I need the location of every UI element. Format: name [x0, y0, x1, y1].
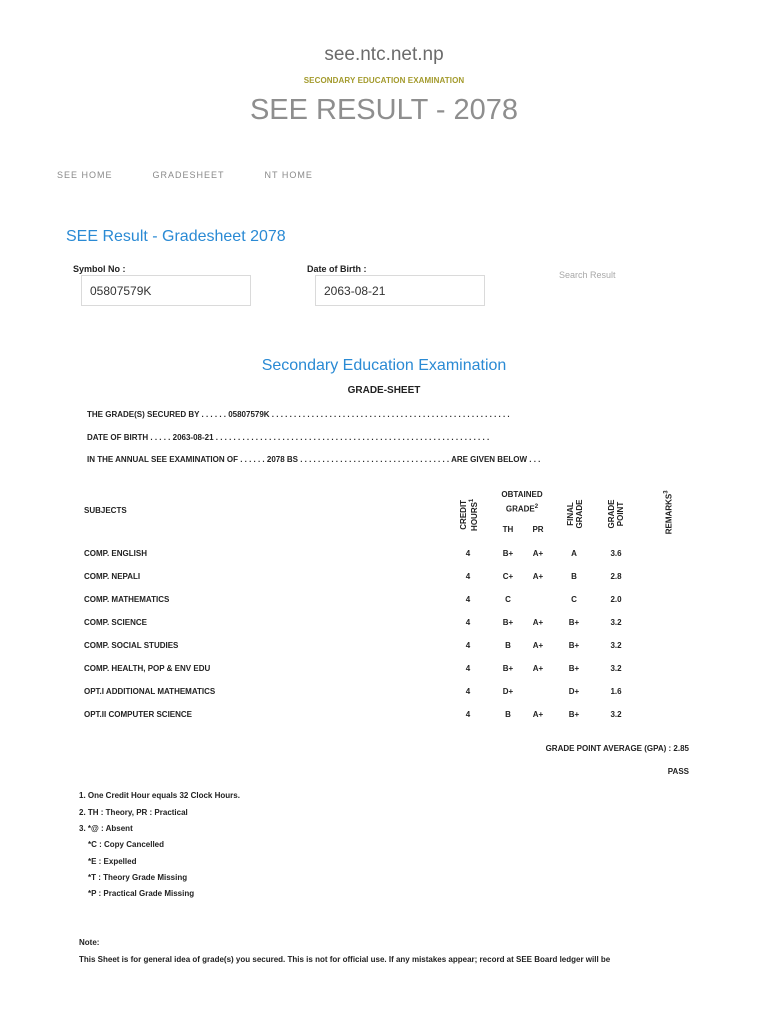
note-text: This Sheet is for general idea of grade(s) you secured. This is not for official use. If any mistakes appear; record at SEE Board ledger will be: [79, 955, 611, 964]
th-grade-cell: C: [505, 595, 511, 604]
header-credit-line1: CREDIT: [459, 499, 469, 530]
page-title: SEE RESULT - 2078: [249, 94, 519, 126]
header-credit-hours: [459, 495, 479, 535]
final-grade-cell: B+: [568, 618, 580, 627]
table-row: [0, 641, 768, 653]
table-row: [0, 687, 768, 699]
final-grade-cell: D+: [568, 687, 580, 696]
sheet-subtitle: GRADE-SHEET: [347, 385, 421, 396]
symbol-label: Symbol No :: [73, 264, 126, 274]
th-grade-cell: B+: [502, 664, 514, 673]
header-gp-line2: POINT: [616, 501, 625, 527]
header-subjects: SUBJECTS: [84, 506, 127, 515]
credit-cell: 4: [465, 664, 471, 673]
th-grade-cell: B: [505, 641, 511, 650]
subject-cell: COMP. MATHEMATICS: [84, 595, 170, 604]
pr-grade-cell: A+: [532, 710, 544, 719]
th-grade-cell: B: [505, 710, 511, 719]
subject-cell: COMP. HEALTH, POP & ENV EDU: [84, 664, 211, 673]
subject-cell: OPT.I ADDITIONAL MATHEMATICS: [84, 687, 216, 696]
grade-point-cell: 2.0: [610, 595, 622, 604]
final-grade-cell: B+: [568, 664, 580, 673]
grade-point-cell: 3.2: [610, 710, 622, 719]
th-grade-cell: B+: [502, 549, 514, 558]
pr-grade-cell: A+: [532, 664, 544, 673]
footnote-absent: 3. *@ : Absent: [79, 824, 133, 833]
table-row: [0, 572, 768, 584]
grade-point-cell: 3.2: [610, 618, 622, 627]
dob-line: DATE OF BIRTH . . . . . 2063-08-21 . . . . . . . . . . . . . . . . . . . . . . . . . . . . . . . . . . . . . . . . . . . . . . . . . . . . . . . . . . . . . .: [87, 433, 490, 442]
th-grade-cell: C+: [502, 572, 514, 581]
nav-gradesheet[interactable]: GRADESHEET: [152, 170, 225, 180]
grade-point-cell: 3.2: [610, 664, 622, 673]
form-title: SEE Result - Gradesheet 2078: [66, 228, 286, 245]
credit-cell: 4: [465, 572, 471, 581]
header-final-line2: GRADE: [575, 499, 584, 529]
table-row: [0, 618, 768, 630]
gpa-summary: GRADE POINT AVERAGE (GPA) : 2.85: [545, 744, 689, 753]
header-final-grade: [566, 494, 584, 534]
final-grade-cell: B+: [568, 641, 580, 650]
header-credit-sup: 1: [469, 498, 476, 503]
subject-cell: COMP. NEPALI: [84, 572, 141, 581]
header-credit-word: HOURS: [469, 502, 479, 531]
subject-cell: COMP. ENGLISH: [84, 549, 147, 558]
grade-point-cell: 3.6: [610, 549, 622, 558]
grade-point-cell: 2.8: [610, 572, 622, 581]
header-obtained-line2: [490, 501, 554, 516]
nav-nt-home[interactable]: NT HOME: [264, 170, 313, 180]
subject-cell: OPT.II COMPUTER SCIENCE: [84, 710, 193, 719]
result-status: PASS: [667, 767, 689, 776]
header-pr: PR: [532, 525, 544, 534]
footnote-credit: 1. One Credit Hour equals 32 Clock Hours.: [79, 791, 240, 800]
site-domain: see.ntc.net.np: [324, 44, 444, 65]
grade-point-cell: 1.6: [610, 687, 622, 696]
final-grade-cell: B+: [568, 710, 580, 719]
credit-cell: 4: [465, 687, 471, 696]
header-gp-line1: GRADE: [607, 499, 616, 529]
credit-cell: 4: [465, 595, 471, 604]
final-grade-cell: C: [571, 595, 577, 604]
secured-by-line: THE GRADE(S) SECURED BY . . . . . . 05807579K . . . . . . . . . . . . . . . . . . . . . . . . . . . . . . . . . . . . . . . . . . . . . . . . . . . . . .: [87, 410, 510, 419]
pr-grade-cell: A+: [532, 618, 544, 627]
search-result-button[interactable]: Search Result: [559, 270, 616, 280]
dob-label: Date of Birth :: [307, 264, 367, 274]
dob-input[interactable]: [315, 275, 485, 306]
table-row: [0, 549, 768, 561]
pr-grade-cell: A+: [532, 641, 544, 650]
footnote-practical-missing: *P : Practical Grade Missing: [88, 889, 195, 898]
credit-cell: 4: [465, 641, 471, 650]
sheet-title: Secondary Education Examination: [261, 357, 507, 374]
top-nav: [57, 170, 313, 180]
subject-cell: COMP. SOCIAL STUDIES: [84, 641, 179, 650]
header-credit-line2: [468, 495, 479, 535]
header-th: TH: [502, 525, 514, 534]
credit-cell: 4: [465, 549, 471, 558]
header-remarks-word: REMARKS: [664, 493, 674, 535]
footnote-copy-cancelled: *C : Copy Cancelled: [88, 840, 165, 849]
header-obtained-sup: 2: [534, 504, 539, 510]
credit-cell: 4: [465, 618, 471, 627]
footnote-th-pr: 2. TH : Theory, PR : Practical: [79, 808, 188, 817]
table-row: [0, 710, 768, 722]
note-title: Note:: [79, 938, 100, 947]
header-obtained-line1: OBTAINED: [501, 490, 543, 499]
table-row: [0, 595, 768, 607]
footnote-expelled: *E : Expelled: [88, 857, 137, 866]
th-grade-cell: D+: [502, 687, 514, 696]
nav-see-home[interactable]: SEE HOME: [57, 170, 113, 180]
symbol-input[interactable]: [81, 275, 251, 306]
site-tagline: SECONDARY EDUCATION EXAMINATION: [303, 76, 465, 85]
header-remarks-sup: 3: [663, 490, 670, 494]
grade-point-cell: 3.2: [610, 641, 622, 650]
header-grade-point: [607, 494, 625, 534]
header-final-line1: FINAL: [566, 502, 575, 526]
exam-line: IN THE ANNUAL SEE EXAMINATION OF . . . . . . 2078 BS . . . . . . . . . . . . . . . . . . . . . . . . . . . . . . . . . . ARE GIVEN BELOW . . .: [87, 455, 541, 464]
table-row: [0, 664, 768, 676]
subject-cell: COMP. SCIENCE: [84, 618, 147, 627]
header-obtained-grade: [490, 489, 554, 516]
credit-cell: 4: [465, 710, 471, 719]
final-grade-cell: B: [571, 572, 577, 581]
pr-grade-cell: A+: [532, 572, 544, 581]
header-remarks: [663, 484, 674, 540]
header-obtained-word: GRADE: [505, 504, 535, 514]
footnote-theory-missing: *T : Theory Grade Missing: [88, 873, 188, 882]
pr-grade-cell: A+: [532, 549, 544, 558]
final-grade-cell: A: [571, 549, 577, 558]
th-grade-cell: B+: [502, 618, 514, 627]
